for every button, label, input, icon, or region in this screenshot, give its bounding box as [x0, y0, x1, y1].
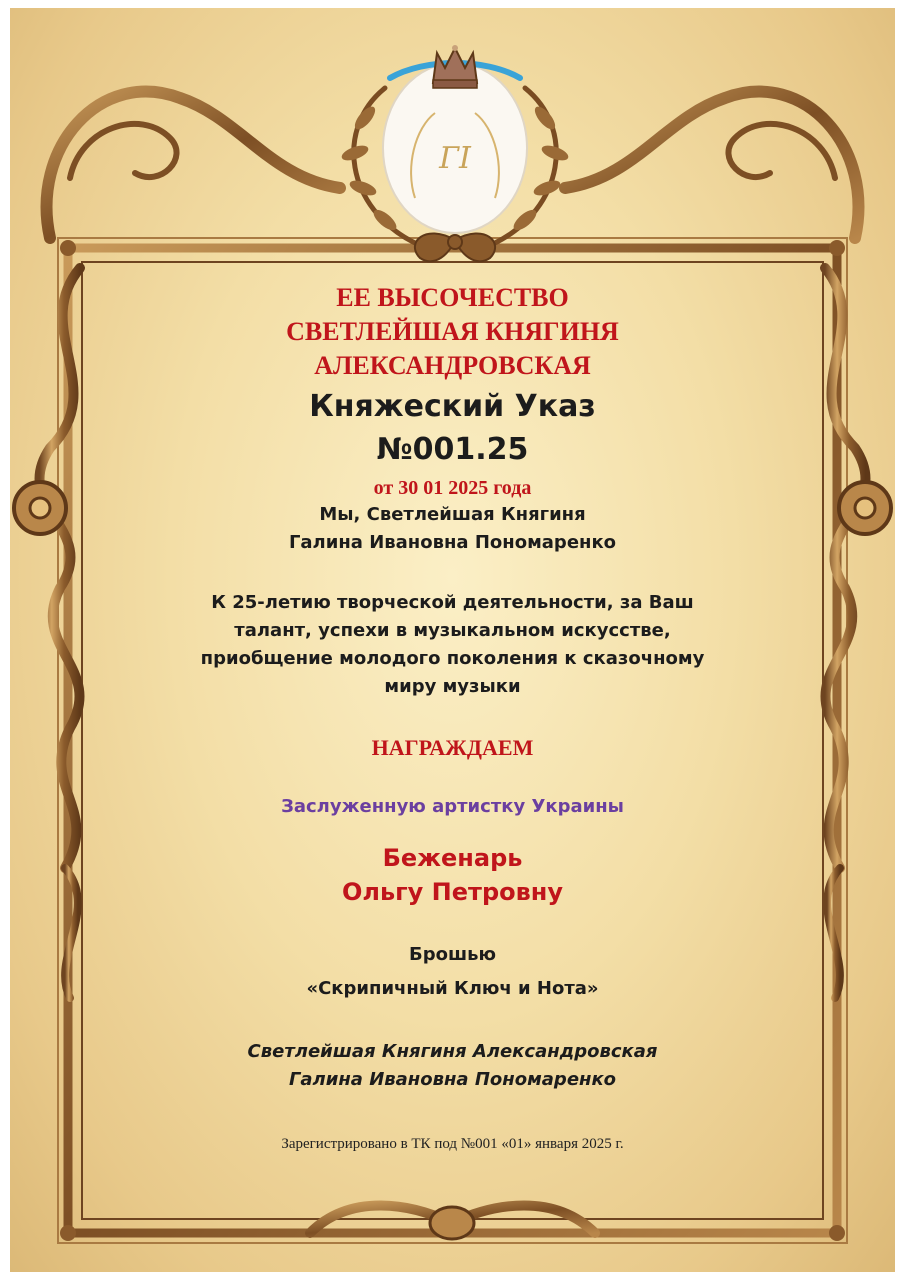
header-line-3: АЛЕКСАНДРОВСКАЯ: [314, 351, 591, 380]
crest-emblem: [255, 28, 655, 278]
decree-date: от 30 01 2025 года: [373, 477, 532, 499]
decree-title: Княжеский Указ: [309, 389, 596, 424]
reason-line-2: талант, успехи в музыкальном искусстве,: [234, 620, 671, 641]
signature-line-1: Светлейшая Княгиня Александровская: [247, 1041, 658, 1062]
award-line-1: Брошью: [409, 944, 496, 965]
header-line-1: ЕЕ ВЫСОЧЕСТВО: [336, 283, 569, 312]
reason-line-1: К 25-летию творческой деятельности, за Ваш: [211, 592, 694, 613]
recipient-name: Ольгу Петровну: [341, 878, 564, 906]
ribbon-bow: [415, 233, 495, 261]
reason-line-4: миру музыки: [384, 676, 521, 697]
header-line-2: СВЕТЛЕЙШАЯ КНЯГИНЯ: [286, 317, 619, 346]
recipient-title: Заслуженную артистку Украины: [281, 796, 624, 817]
issuer-line-1: Мы, Светлейшая Княгиня: [319, 504, 586, 525]
award-line-2: «Скрипичный Ключ и Нота»: [306, 978, 599, 999]
reason-line-3: приобщение молодого поколения к сказочному: [200, 648, 705, 669]
issuer-line-2: Галина Ивановна Пономаренко: [288, 532, 617, 553]
signature-line-2: Галина Ивановна Пономаренко: [288, 1069, 617, 1090]
registration-note: Зарегистрировано в ТК под №001 «01» января 2025 г.: [281, 1136, 624, 1152]
crown-icon: [433, 45, 477, 88]
award-word: НАГРАЖДАЕМ: [371, 735, 534, 760]
decree-number: №001.25: [376, 432, 529, 467]
monogram: ГI: [439, 141, 471, 176]
recipient-surname: Беженарь: [382, 844, 523, 872]
